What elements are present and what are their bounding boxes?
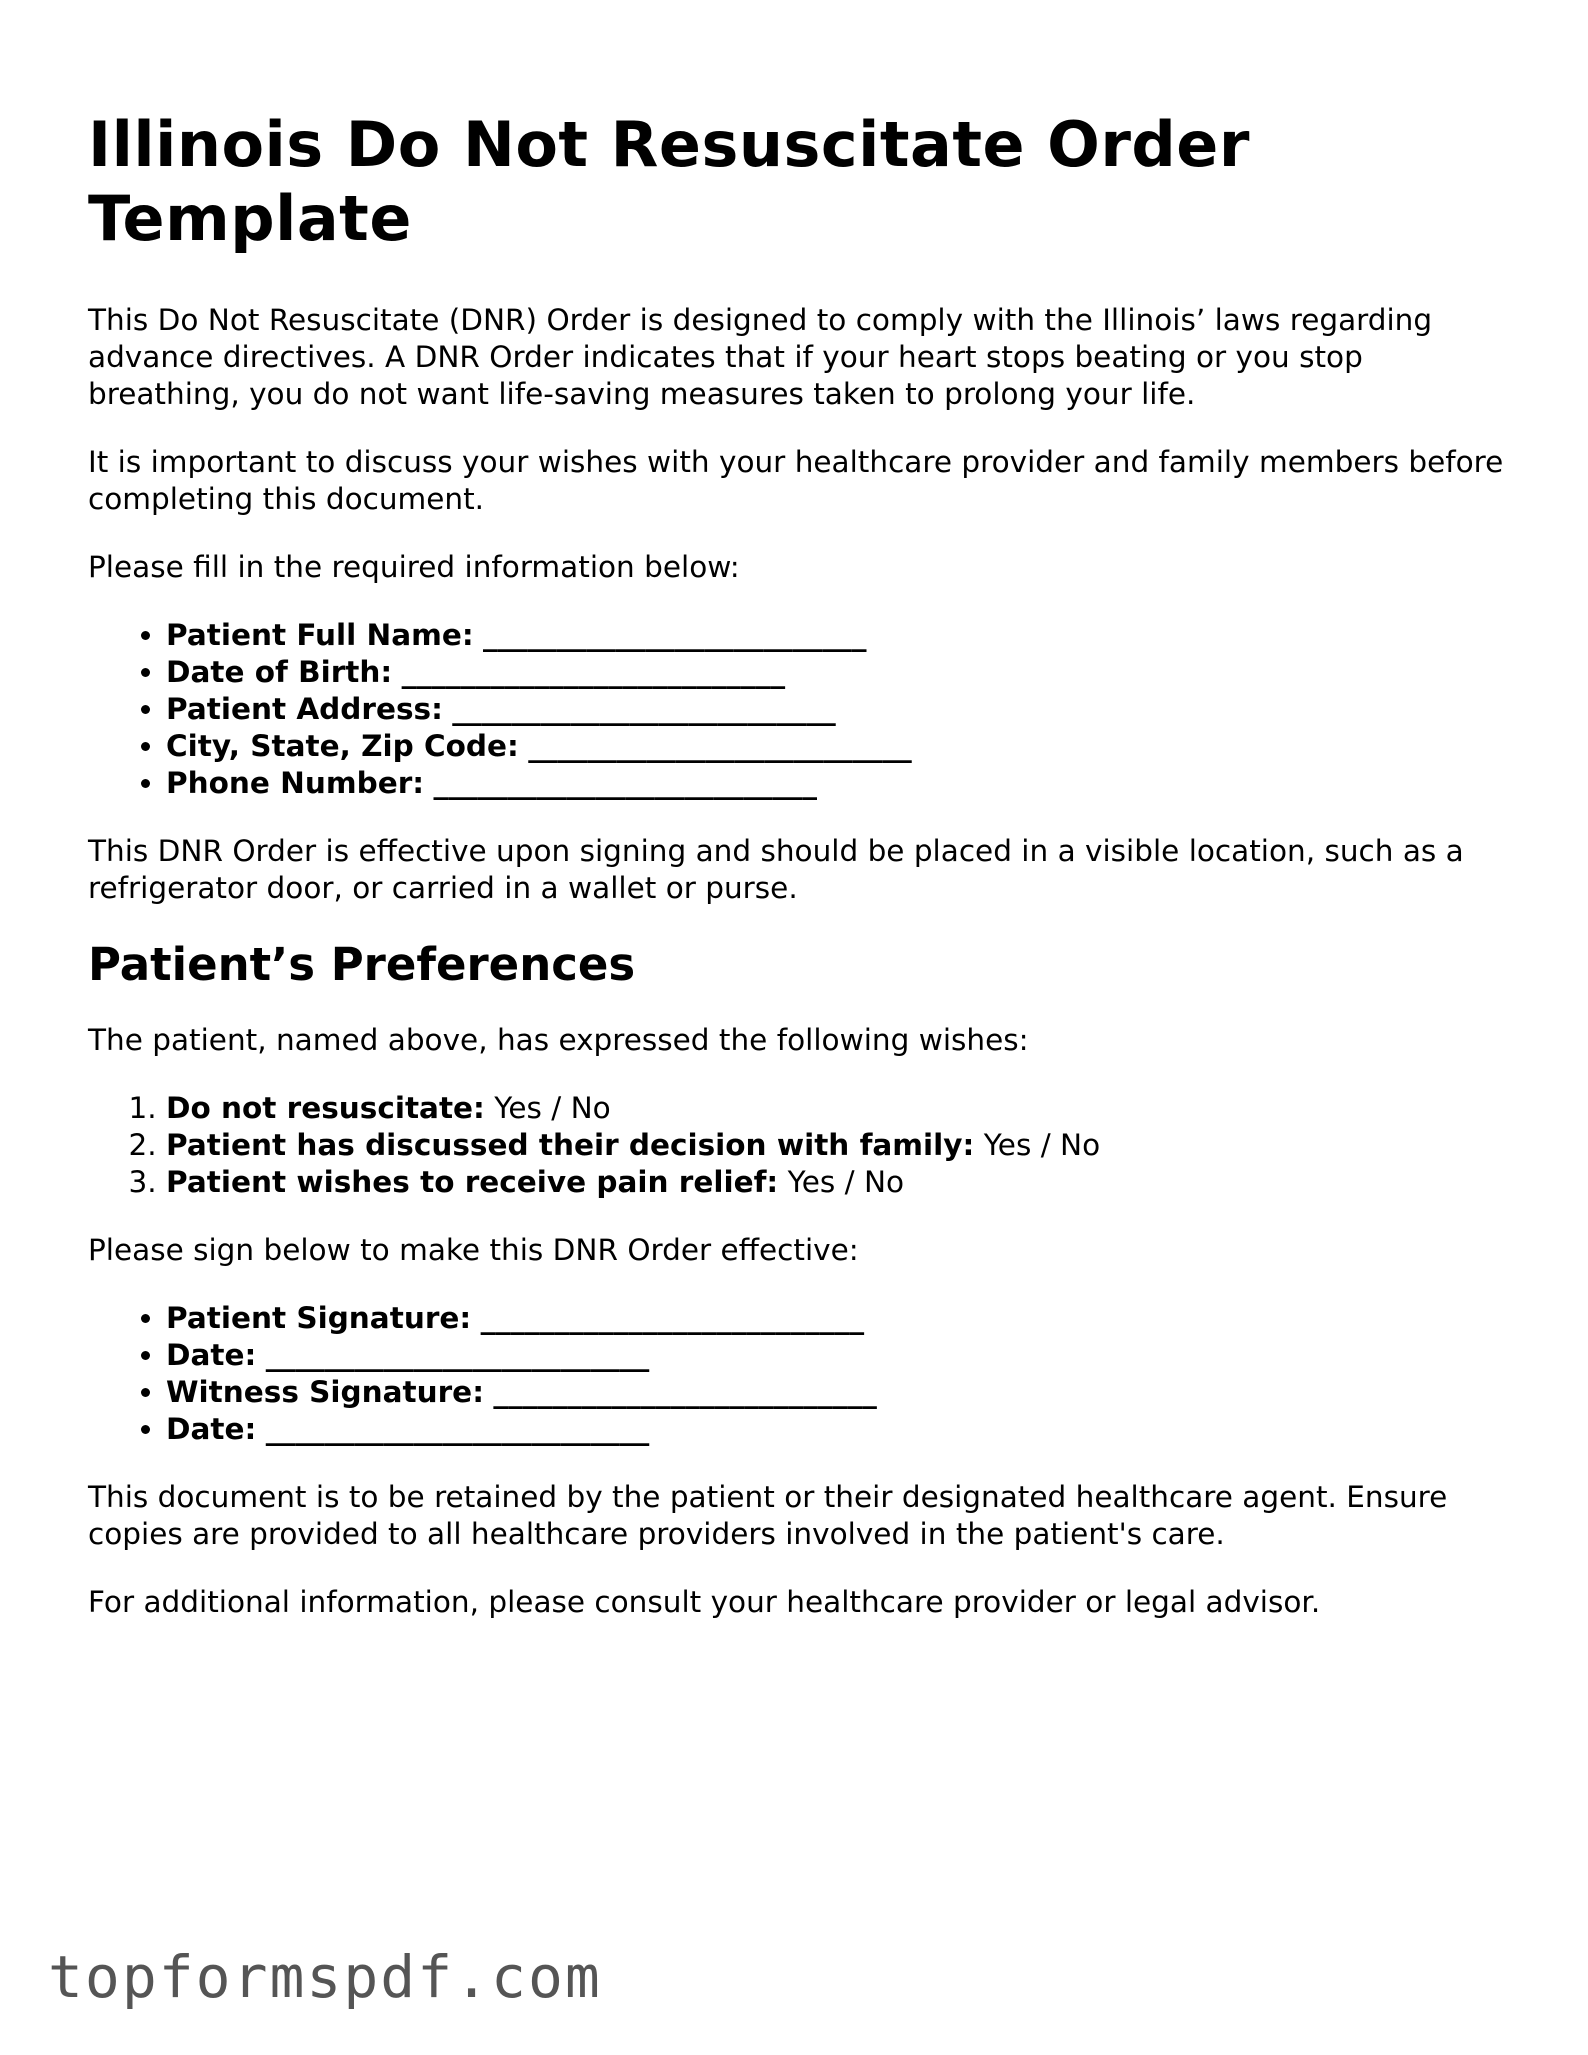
witness-signature-field[interactable] <box>166 1374 1508 1411</box>
field-label: Witness Signature: <box>166 1375 484 1409</box>
field-blank[interactable]: __________________________ <box>483 618 867 652</box>
witness-date-field[interactable] <box>166 1411 1508 1448</box>
field-blank[interactable]: __________________________ <box>265 1412 650 1446</box>
preference-options[interactable]: Yes / No <box>983 1128 1101 1162</box>
preference-pain-relief[interactable] <box>166 1164 1508 1201</box>
retention-note: This document is to be retained by the patient or their designated healthcare agent. Ensure copies are provided to all healthcare providers involved in the patient's care. <box>88 1480 1448 1551</box>
intro-paragraph: This Do Not Resuscitate (DNR) Order is designed to comply with the Illinois’ laws regarding advance directives. A DNR Order indicates that if your heart stops beating or you stop breathing, you do not want life-saving measures taken to prolong your life. <box>88 303 1433 411</box>
signature-list <box>88 1300 1508 1448</box>
field-label: Date: <box>166 1338 257 1372</box>
field-blank[interactable]: __________________________ <box>452 692 836 726</box>
field-label: Phone Number: <box>166 766 425 800</box>
patient-info-list <box>88 617 1508 802</box>
field-blank[interactable]: __________________________ <box>265 1338 650 1372</box>
patient-signature-field[interactable] <box>166 1300 1508 1337</box>
intro-paragraph: Please fill in the required information below: <box>88 550 740 584</box>
patient-full-name-field[interactable] <box>166 617 1508 654</box>
preferences-list <box>88 1090 1508 1201</box>
field-blank[interactable]: __________________________ <box>480 1301 865 1335</box>
field-label: Patient Address: <box>166 692 443 726</box>
city-state-zip-field[interactable] <box>166 728 1508 765</box>
preference-options[interactable]: Yes / No <box>787 1165 905 1199</box>
preference-options[interactable]: Yes / No <box>494 1091 611 1125</box>
field-label: Date of Birth: <box>166 655 393 689</box>
preference-label: Patient has discussed their decision with family: <box>166 1128 975 1162</box>
field-label: Date: <box>166 1412 257 1446</box>
field-blank[interactable]: __________________________ <box>433 766 817 800</box>
preferences-heading: Patient’s Preferences <box>88 938 636 991</box>
patient-address-field[interactable] <box>166 691 1508 728</box>
document-page <box>88 108 1508 1652</box>
preference-label: Do not resuscitate: <box>166 1091 485 1125</box>
page-title: Illinois Do Not Resuscitate Order Template <box>88 108 1250 255</box>
field-label: City, State, Zip Code: <box>166 729 519 763</box>
watermark: topformspdf.com <box>48 1943 602 2011</box>
field-label: Patient Signature: <box>166 1301 472 1335</box>
phone-number-field[interactable] <box>166 765 1508 802</box>
field-blank[interactable]: __________________________ <box>401 655 786 689</box>
preference-do-not-resuscitate[interactable] <box>166 1090 1508 1127</box>
field-blank[interactable]: __________________________ <box>493 1375 877 1409</box>
preference-label: Patient wishes to receive pain relief: <box>166 1165 779 1199</box>
field-label: Patient Full Name: <box>166 618 474 652</box>
effective-note: This DNR Order is effective upon signing and should be placed in a visible location, such as a refrigerator door, or carried in a wallet or purse. <box>88 834 1464 905</box>
field-blank[interactable]: __________________________ <box>528 729 912 763</box>
intro-paragraph: It is important to discuss your wishes with your healthcare provider and family members before completing this document. <box>88 445 1504 516</box>
date-of-birth-field[interactable] <box>166 654 1508 691</box>
closing-note: For additional information, please consult your healthcare provider or legal advisor. <box>88 1585 1321 1619</box>
preference-discussed-with-family[interactable] <box>166 1127 1508 1164</box>
patient-date-field[interactable] <box>166 1337 1508 1374</box>
preferences-intro: The patient, named above, has expressed the following wishes: <box>88 1023 1029 1057</box>
sign-intro: Please sign below to make this DNR Order effective: <box>88 1233 859 1267</box>
